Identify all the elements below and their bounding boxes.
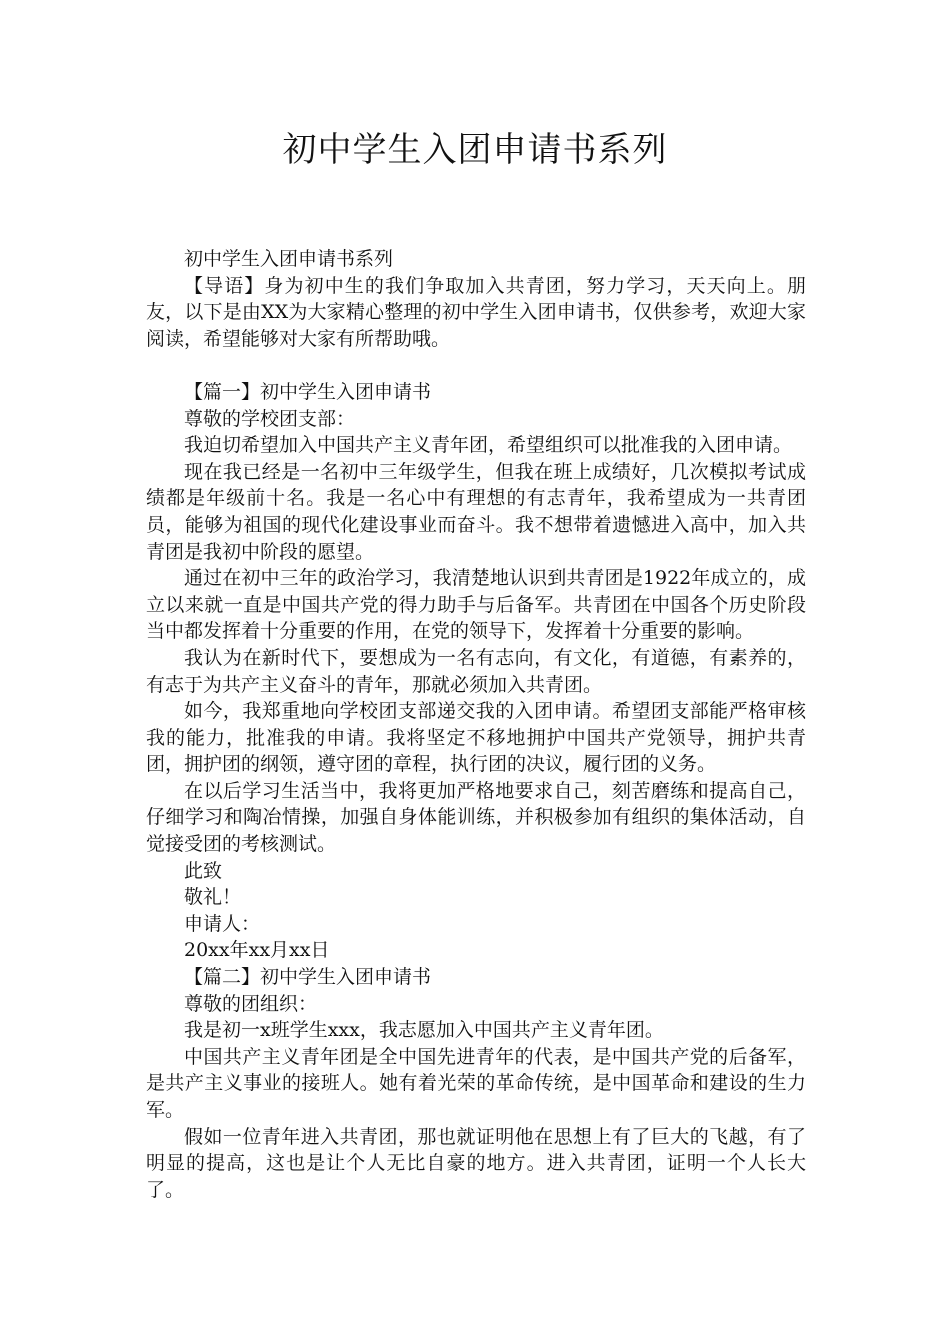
body-paragraph: 现在我已经是一名初中三年级学生，但我在班上成绩好，几次模拟考试成绩都是年级前十名。我是一名心中有理想的有志青年，我希望成为一共青团员，能够为祖国的现代化建设事业而奋斗。我不想带着遗憾进入高中，加入共青团是我初中阶段的愿望。: [146, 460, 806, 563]
body-paragraph: 我是初一x班学生xxx，我志愿加入中国共产主义青年团。: [184, 1019, 664, 1042]
body-paragraph: 在以后学习生活当中，我将更加严格地要求自己，刻苦磨练和提高自己，仔细学习和陶冶情操，加强自身体能训练，并积极参加有组织的集体活动，自觉接受团的考核测试。: [146, 779, 806, 856]
salutation: 尊敬的团组织：: [184, 992, 318, 1015]
body-paragraph: 我认为在新时代下，要想成为一名有志向，有文化，有道德，有素养的，有志于为共产主义奋斗的青年，那就必须加入共青团。: [146, 646, 806, 696]
body-paragraph: 中国共产主义青年团是全中国先进青年的代表，是中国共产党的后备军，是共产主义事业的接班人。她有着光荣的革命传统，是中国革命和建设的生力军。: [146, 1045, 806, 1121]
document-body: [146, 246, 806, 1203]
intro-paragraph: 【导语】身为初中生的我们争取加入共青团，努力学习，天天向上。朋友，以下是由XX为大家精心整理的初中学生入团申请书，仅供参考，欢迎大家阅读，希望能够对大家有所帮助哦。: [146, 274, 806, 350]
document-title: 初中学生入团申请书系列: [282, 130, 668, 170]
closing-line: 敬礼！: [184, 886, 242, 909]
body-paragraph: 初中学生入团申请书系列: [184, 248, 394, 270]
body-paragraph: 假如一位青年进入共青团，那也就证明他在思想上有了巨大的飞越，有了明显的提高，这也是让个人无比自豪的地方。进入共青团，证明一个人长大了。: [146, 1125, 806, 1201]
blank-line: [146, 352, 806, 379]
body-paragraph: 我迫切希望加入中国共产主义青年团，希望组织可以批准我的入团申请。: [184, 434, 793, 457]
applicant-line: 申请人：: [184, 912, 261, 935]
section-heading: 【篇一】初中学生入团申请书: [184, 380, 432, 403]
date-line: 20xx年xx月xx日: [184, 939, 330, 962]
salutation: 尊敬的学校团支部：: [184, 407, 356, 430]
closing-line: 此致: [184, 859, 223, 882]
body-paragraph: 通过在初中三年的政治学习，我清楚地认识到共青团是1922年成立的，成立以来就一直是中国共产党的得力助手与后备军。共青团在中国各个历史阶段当中都发挥着十分重要的作用，在党的领导下，发挥着十分重要的影响。: [146, 567, 806, 643]
section-heading: 【篇二】初中学生入团申请书: [184, 966, 432, 989]
body-paragraph: 如今，我郑重地向学校团支部递交我的入团申请。希望团支部能严格审核我的能力，批准我的申请。我将坚定不移地拥护中国共产党领导，拥护共青团，拥护团的纲领，遵守团的章程，执行团的决议，履行团的义务。: [146, 700, 806, 776]
